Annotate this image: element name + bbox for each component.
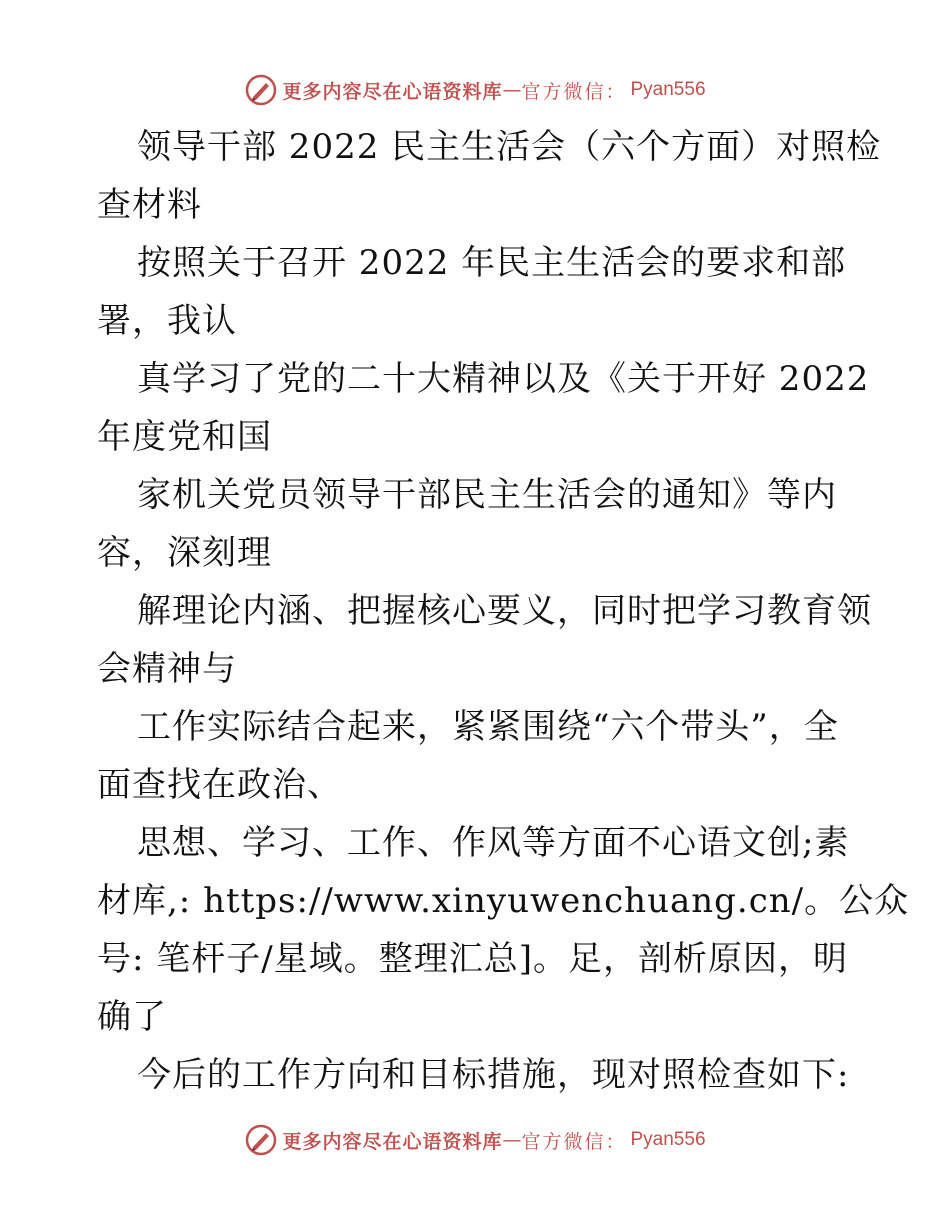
document-body [97, 118, 910, 1104]
text-line: 思想、学习、工作、作风等方面不心语文创;素 [137, 823, 850, 863]
text-line: 面查找在政治、 [97, 765, 342, 805]
text-line: 解理论内涵、把握核心要义，同时把学习教育领 [137, 591, 872, 631]
text-line: 工作实际结合起来，紧紧围绕“六个带头”，全 [137, 707, 839, 747]
text-line: 确了 [97, 997, 167, 1037]
text-line: 容，深刻理 [97, 533, 272, 573]
footer-watermark [0, 1120, 950, 1160]
watermark-wechat-label: 官方微信： [521, 1130, 627, 1153]
text-line: 真学习了党的二十大精神以及《关于开好 2022 [137, 359, 870, 399]
title-line-1: 领导干部 2022 民主生活会（六个方面）对照检 [137, 127, 882, 167]
text-line: 今后的工作方向和目标措施，现对照检查如下: [137, 1055, 850, 1095]
title-line-2: 查材料 [97, 185, 202, 225]
text-line: 号: 笔杆子/星域。整理汇总]。足，剖析原因，明 [97, 939, 848, 979]
watermark-wechat-id: Pyan556 [630, 1129, 706, 1150]
text-line-url: 材库,: https://www.xinyuwenchuang.cn/。公众 [97, 881, 910, 921]
text-line: 会精神与 [97, 649, 237, 689]
text-line: 家机关党员领导干部民主生活会的通知》等内 [137, 475, 837, 515]
watermark-wechat-id: Pyan556 [630, 79, 706, 100]
watermark-brand: 更多内容尽在心语资料库 [282, 1130, 503, 1153]
text-line: 署，我认 [97, 301, 237, 341]
pen-logo-icon [244, 73, 278, 107]
header-watermark [0, 70, 950, 110]
text-line: 按照关于召开 2022 年民主生活会的要求和部 [137, 243, 847, 283]
text-line: 年度党和国 [97, 417, 272, 457]
watermark-wechat-label: 官方微信： [521, 80, 627, 103]
watermark-dash: — [502, 79, 522, 101]
pen-logo-icon [244, 1123, 278, 1157]
watermark-dash: — [502, 1129, 522, 1151]
watermark-brand: 更多内容尽在心语资料库 [282, 80, 503, 103]
